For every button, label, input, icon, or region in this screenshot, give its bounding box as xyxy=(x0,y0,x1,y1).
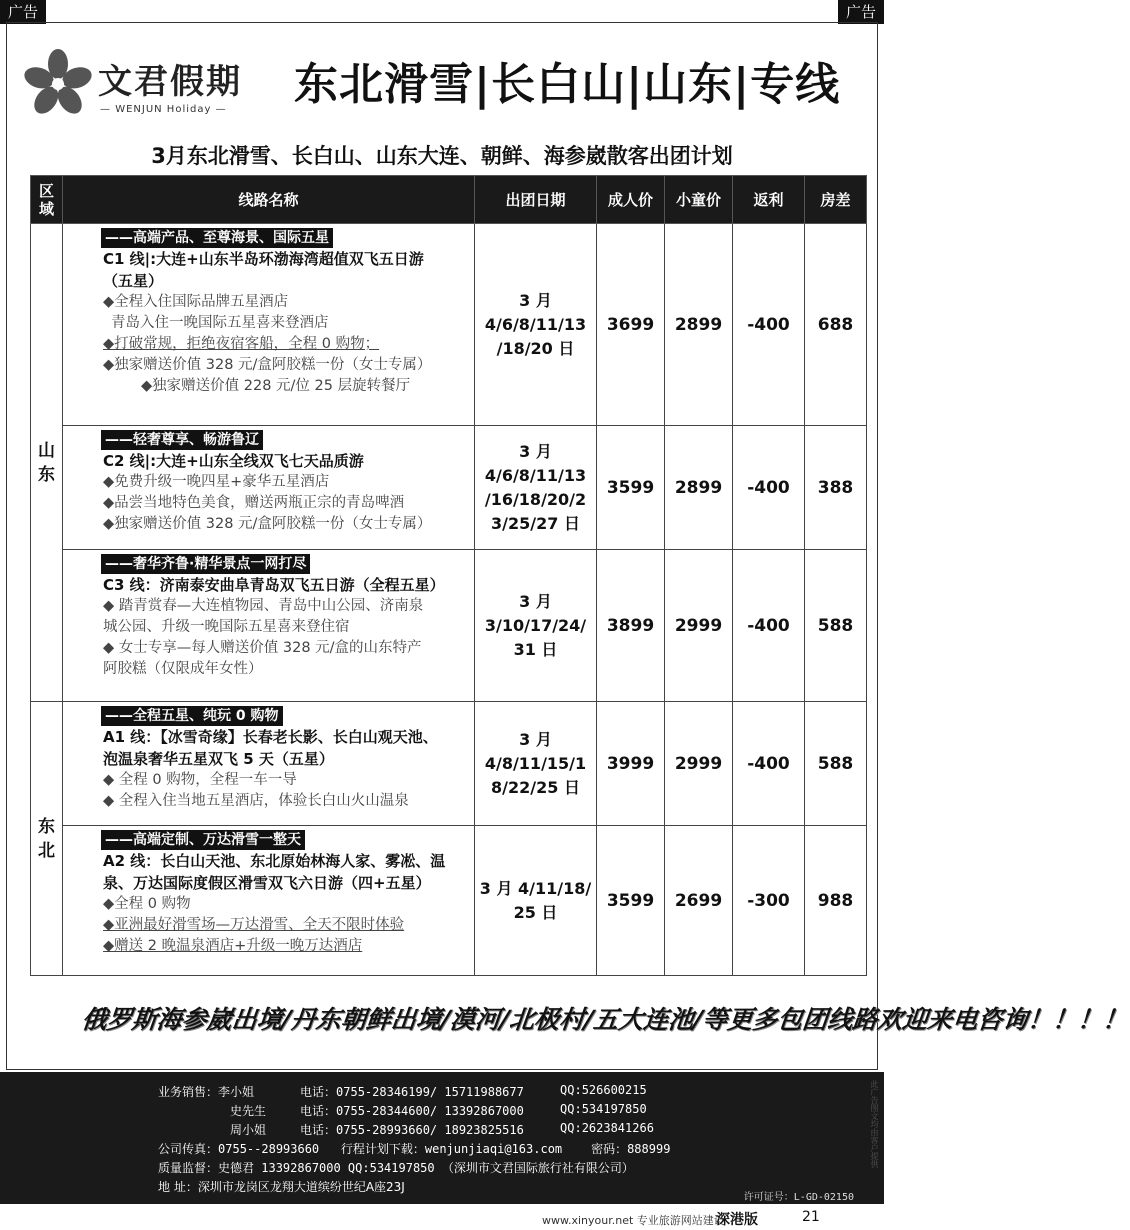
route-name: C1 线|:大连+山东半岛环渤海湾超值双飞五日游 xyxy=(103,250,424,268)
contact-footer xyxy=(0,1072,884,1204)
adult-price: 3899 xyxy=(597,550,665,702)
departure-dates: 3 月 4/8/11/15/1 8/22/25 日 xyxy=(475,702,597,826)
sales-line-1: 业务销售：李小姐 xyxy=(158,1085,255,1099)
brand-logo xyxy=(22,48,262,128)
fax-line: 公司传真：0755--28993660 行程计划下载：wenjunjiaqi@163.com 密码：888999 xyxy=(158,1142,671,1156)
departure-dates: 3 月 4/6/8/11/13 /18/20 日 xyxy=(475,224,597,426)
route-feature: ◆免费升级一晚四星+豪华五星酒店 xyxy=(103,474,330,490)
ad-tag-left: 广告 xyxy=(0,0,46,24)
side-disclaimer: 此广告图文均由客户提供 xyxy=(870,1080,879,1168)
route-tagline: ——高端定制、万达滑雪一整天 xyxy=(101,830,305,850)
rebate-value: -300 xyxy=(733,826,805,976)
sales-qq-1: QQ:526600215 xyxy=(560,1083,647,1097)
adult-price: 3599 xyxy=(597,426,665,550)
sales-line-2: 史先生 xyxy=(230,1104,267,1118)
route-name: C3 线：济南泰安曲阜青岛双飞五日游（全程五星） xyxy=(103,576,445,594)
route-feature: ◆全程 0 购物 xyxy=(103,896,191,912)
route-feature: ◆ 女士专享—每人赠送价值 328 元/盒的山东特产 xyxy=(103,640,422,656)
room-difference: 388 xyxy=(805,426,867,550)
route-name: 泡温泉奢华五星双飞 5 天（五星） xyxy=(103,750,334,768)
route-feature: ◆ 全程 0 购物，全程一车一导 xyxy=(103,772,297,788)
route-tagline: ——奢华齐鲁·精华景点一网打尽 xyxy=(101,554,310,574)
header-region xyxy=(31,176,63,224)
table-row xyxy=(31,550,867,702)
route-cell xyxy=(63,426,475,550)
header-rebate: 返利 xyxy=(733,176,805,224)
sales-line-3: 周小姐 xyxy=(230,1123,267,1137)
quality-line: 质量监督：史德君 13392867000 QQ:534197850 （深圳市文君国际旅行社有限公司） xyxy=(158,1161,634,1175)
edition-brand: 深港版 xyxy=(716,1212,758,1228)
route-name: C2 线|:大连+山东全线双飞七天品质游 xyxy=(103,452,364,470)
departure-dates: 3 月 3/10/17/24/ 31 日 xyxy=(475,550,597,702)
child-price: 2999 xyxy=(665,702,733,826)
route-feature: ◆ 全程入住当地五星酒店，体验长白山火山温泉 xyxy=(103,793,409,809)
page-title: 东北滑雪|长白山|山东|专线 xyxy=(294,59,841,110)
route-tagline: ——轻奢尊享、畅游鲁辽 xyxy=(101,430,263,450)
route-feature: ◆亚洲最好滑雪场—万达滑雪、全天不限时体验 xyxy=(103,917,405,933)
room-difference: 588 xyxy=(805,550,867,702)
rebate-value: -400 xyxy=(733,224,805,426)
route-feature: ◆独家赠送价值 328 元/盒阿胶糕一份（女士专属） xyxy=(103,357,432,373)
child-price: 2899 xyxy=(665,426,733,550)
license-number: 许可证号：L-GD-02150 xyxy=(743,1192,854,1203)
route-cell xyxy=(63,702,475,826)
rebate-value: -400 xyxy=(733,550,805,702)
adult-price: 3999 xyxy=(597,702,665,826)
route-name: A1 线：【冰雪奇缘】长春老长影、长白山观天池、 xyxy=(103,728,438,746)
sales-tel-2: 电话：0755-28344600/ 13392867000 xyxy=(300,1104,524,1118)
region-cell: 山 东 xyxy=(31,224,63,702)
route-cell xyxy=(63,224,475,426)
route-feature: ◆ 踏青赏春—大连植物园、青岛中山公园、济南泉 xyxy=(103,598,424,614)
route-feature: 阿胶糕（仅限成年女性） xyxy=(103,661,263,677)
room-difference: 688 xyxy=(805,224,867,426)
website-url: www.xinyour.net 专业旅游网站建设 xyxy=(542,1214,725,1227)
child-price: 2699 xyxy=(665,826,733,976)
rebate-value: -400 xyxy=(733,702,805,826)
route-feature: 城公园、升级一晚国际五星喜来登住宿 xyxy=(103,619,350,635)
route-name: 泉、万达国际度假区滑雪双飞六日游（四+五星） xyxy=(103,874,431,892)
route-name: A2 线：长白山天池、东北原始林海人家、雾凇、温 xyxy=(103,852,446,870)
header-route: 线路名称 xyxy=(63,176,475,224)
sales-tel-3: 电话：0755-28993660/ 18923825516 xyxy=(300,1123,524,1137)
room-difference: 988 xyxy=(805,826,867,976)
departure-dates: 3 月 4/6/8/11/13 /16/18/20/2 3/25/27 日 xyxy=(475,426,597,550)
room-difference: 588 xyxy=(805,702,867,826)
rebate-value: -400 xyxy=(733,426,805,550)
table-header-row xyxy=(31,176,867,224)
header-adult: 成人价 xyxy=(597,176,665,224)
flower-logo-icon xyxy=(22,48,94,120)
table-row xyxy=(31,224,867,426)
route-feature: ◆品尝当地特色美食，赠送两瓶正宗的青岛啤酒 xyxy=(103,495,405,511)
header-child: 小童价 xyxy=(665,176,733,224)
tour-plan-table xyxy=(30,175,867,976)
adult-price: 3699 xyxy=(597,224,665,426)
sales-tel-1: 电话：0755-28346199/ 15711988677 xyxy=(300,1085,524,1099)
departure-dates: 3 月 4/11/18/ 25 日 xyxy=(475,826,597,976)
address-line: 地 址：深圳市龙岗区龙翔大道缤纷世纪A座23J xyxy=(158,1180,405,1194)
brand-name-cn: 文君假期 xyxy=(98,62,242,102)
header-region-text: 区 域 xyxy=(38,181,54,218)
child-price: 2999 xyxy=(665,550,733,702)
sales-qq-3: QQ:2623841266 xyxy=(560,1121,654,1135)
route-cell xyxy=(63,826,475,976)
region-cell: 东 北 xyxy=(31,702,63,976)
page-number: 21 xyxy=(802,1209,820,1225)
header-date: 出团日期 xyxy=(475,176,597,224)
adult-price: 3599 xyxy=(597,826,665,976)
route-feature: ◆独家赠送价值 228 元/位 25 层旋转餐厅 xyxy=(141,378,411,394)
header-room: 房差 xyxy=(805,176,867,224)
ad-tag-right: 广告 xyxy=(838,0,884,24)
route-tagline: ——高端产品、至尊海景、国际五星 xyxy=(101,228,333,248)
brand-name-en: — WENJUN Holiday — xyxy=(100,104,227,115)
child-price: 2899 xyxy=(665,224,733,426)
route-cell xyxy=(63,550,475,702)
route-feature: ◆独家赠送价值 328 元/盒阿胶糕一份（女士专属） xyxy=(103,516,432,532)
route-feature: ◆打破常规，拒绝夜宿客船，全程 0 购物； xyxy=(103,336,380,352)
route-tagline: ——全程五星、纯玩 0 购物 xyxy=(101,706,283,726)
promo-banner: 俄罗斯海参崴出境/丹东朝鲜出境/漠河/北极村/五大连池/等更多包团线路欢迎来电咨询！！！！ xyxy=(80,1005,1130,1034)
table-row xyxy=(31,702,867,826)
table-row xyxy=(31,426,867,550)
route-feature: 青岛入住一晚国际五星喜来登酒店 xyxy=(111,315,329,331)
table-row xyxy=(31,826,867,976)
route-feature: ◆赠送 2 晚温泉酒店+升级一晚万达酒店 xyxy=(103,938,363,954)
page-bottom-bar xyxy=(0,1206,884,1230)
page-subtitle: 3月东北滑雪、长白山、山东大连、朝鲜、海参崴散客出团计划 xyxy=(151,144,733,168)
sales-qq-2: QQ:534197850 xyxy=(560,1102,647,1116)
route-feature: ◆全程入住国际品牌五星酒店 xyxy=(103,294,289,310)
route-name: （五星） xyxy=(103,272,164,290)
